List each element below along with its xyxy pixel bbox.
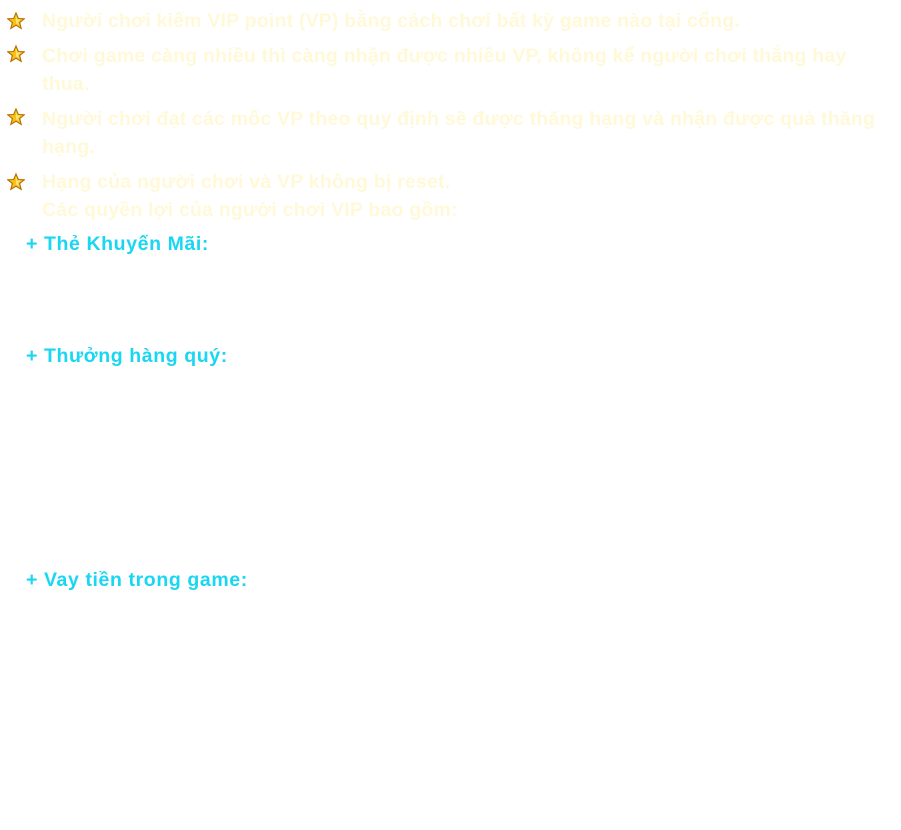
- section-quarterly-reward-heading: + Thưởng hàng quý:: [26, 345, 228, 367]
- rule-text: Chơi game càng nhiều thì càng nhận được nhiều VP, không kể người chơi thắng hay thua.: [42, 45, 847, 95]
- rule-text: Người chơi đạt các mốc VP theo quy định sẽ được thăng hạng và nhận được quà thăng hạng.: [42, 108, 876, 158]
- star-icon: [7, 108, 25, 126]
- section-in-game-loan-heading: + Vay tiền trong game:: [26, 569, 248, 591]
- rule-text: Người chơi kiếm VIP point (VP) bằng cách chơi bất kỳ game nào tại cổng.: [42, 10, 741, 32]
- section-promo-card-body: [26, 262, 876, 342]
- section-quarterly-reward-body: [26, 374, 876, 564]
- star-icon: [7, 12, 25, 30]
- star-icon: [7, 173, 25, 191]
- section-promo-card-heading: + Thẻ Khuyến Mãi:: [26, 233, 210, 255]
- rule-text: Hạng của người chơi và VP không bị reset.: [42, 171, 451, 193]
- benefits-intro: Các quyền lợi của người chơi VIP bao gồm:: [42, 199, 458, 221]
- star-icon: [7, 45, 25, 63]
- section-in-game-loan-body: [26, 598, 876, 818]
